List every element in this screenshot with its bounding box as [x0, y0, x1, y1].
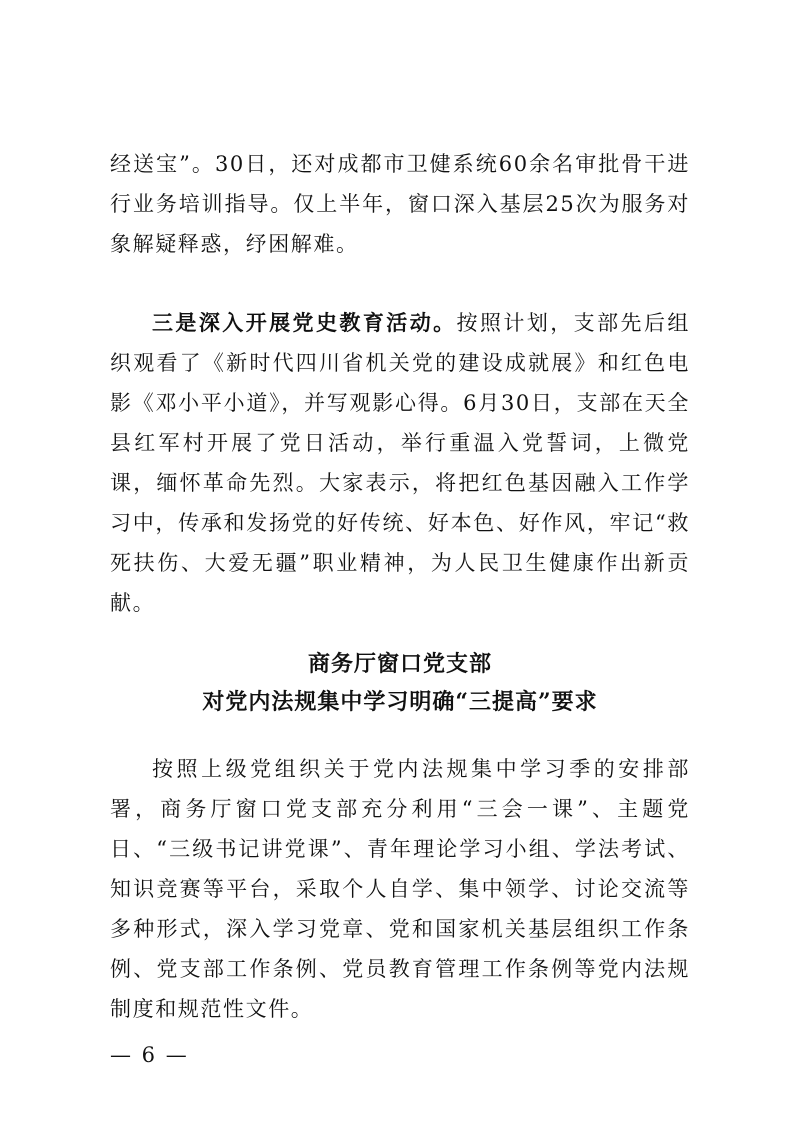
page-number: — 6 —	[110, 1043, 189, 1067]
paragraph-article-body: 按照上级党组织关于党内法规集中学习季的安排部署，商务厅窗口党支部充分利用“三会一课”、主题党日、“三级书记讲党课”、青年理论学习小组、学法考试、知识竞赛等平台，采取个人自学、集中领学、讨论交流等多种形式，深入学习党章、党和国家机关基层组织工作条例、党支部工作条例、党员教育管理工作条例等党内法规制度和规范性文件。	[110, 757, 690, 1021]
paragraph-continuation: 经送宝”。30日，还对成都市卫健系统60余名审批骨干进行业务培训指导。仅上半年，窗口深入基层25次为服务对象解疑释惑，纾困解难。	[110, 152, 690, 256]
article-title	[110, 645, 690, 721]
paragraph-party-history	[110, 303, 690, 623]
paragraph-lead-heading: 三是深入开展党史教育活动。	[152, 311, 457, 335]
article-title-line-2: 对党内法规集中学习明确“三提高”要求	[202, 689, 598, 715]
paragraph-body: 按照计划，支部先后组织观看了《新时代四川省机关党的建设成就展》和红色电影《邓小平小道》，并写观影心得。6月30日，支部在天全县红军村开展了党日活动，举行重温入党誓词，上微党课，缅怀革命先烈。大家表示，将把红色基因融入工作学习中，传承和发扬党的好传统、好本色、好作风，牢记“救死扶伤、大爱无疆”职业精神，为人民卫生健康作出新贡献。	[110, 311, 690, 615]
article-title-line-1: 商务厅窗口党支部	[307, 651, 492, 677]
